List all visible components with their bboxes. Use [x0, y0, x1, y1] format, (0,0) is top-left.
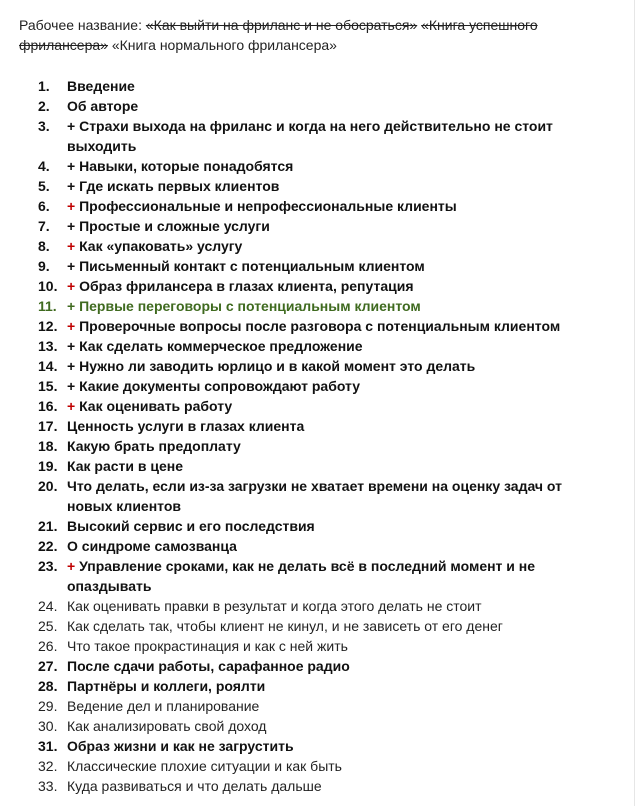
toc-item-number: 31. [38, 738, 58, 754]
toc-item [0, 196, 602, 216]
toc-item-number: 12. [38, 318, 58, 334]
toc-item-title: О синдроме самозванца [67, 538, 237, 554]
toc-item [0, 76, 602, 96]
toc-item [0, 536, 602, 556]
toc-item-title: Письменный контакт с потенциальным клиентом [75, 258, 425, 274]
toc-item [0, 96, 602, 116]
toc-item-number: 22. [38, 538, 58, 554]
toc-item-title: Управление сроками, как не делать всё в последний момент и не опаздывать [67, 558, 536, 594]
toc-item-number: 5. [38, 178, 50, 194]
toc-item-number: 14. [38, 358, 58, 374]
toc-item-number: 26. [38, 638, 58, 654]
toc-item-number: 28. [38, 678, 58, 694]
toc-item-number: 11. [38, 298, 57, 314]
toc-item-title: Нужно ли заводить юрлицо и в какой момент это делать [75, 358, 476, 374]
plus-mark: + [67, 198, 76, 214]
toc-item-number: 25. [38, 618, 58, 634]
toc-item-title: Какие документы сопровождают работу [75, 378, 361, 394]
plus-mark: + [67, 338, 76, 354]
toc-item-title: Как анализировать свой доход [67, 718, 267, 734]
toc-item-title: После сдачи работы, сарафанное радио [67, 658, 350, 674]
toc-item-title: Как расти в цене [67, 458, 184, 474]
toc-item-number: 24. [38, 598, 58, 614]
toc-item [0, 436, 602, 456]
plus-mark: + [67, 258, 76, 274]
toc-item-title: Как сделать коммерческое предложение [75, 338, 363, 354]
toc-item [0, 176, 602, 196]
struck-title-2: «Книга успешного фрилансера» [19, 17, 538, 53]
toc-item-title: Что такое прокрастинация и как с ней жить [67, 638, 348, 654]
toc-item-title: Проверочные вопросы после разговора с потенциальным клиентом [75, 318, 561, 334]
toc-item-number: 7. [38, 218, 50, 234]
toc-item-title: Простые и сложные услуги [75, 218, 270, 234]
plus-mark: + [67, 398, 76, 414]
toc-item [0, 456, 602, 476]
toc-item-title: Что делать, если из-за загрузки не хватает времени на оценку задач от новых клиентов [67, 478, 562, 514]
toc-item-number: 13. [38, 338, 58, 354]
toc-item [0, 336, 602, 356]
toc-item [0, 396, 602, 416]
toc-item-title: Ценность услуги в глазах клиента [67, 418, 305, 434]
toc-item-number: 19. [38, 458, 58, 474]
plus-mark: + [67, 158, 76, 174]
toc-item-number: 18. [38, 438, 58, 454]
toc-item-title: Как оценивать работу [75, 398, 233, 414]
toc-item [0, 516, 602, 536]
toc-item-title: Классические плохие ситуации и как быть [67, 758, 342, 774]
toc-item-title: Как сделать так, чтобы клиент не кинул, и не зависеть от его денег [67, 618, 503, 634]
toc-item-number: 2. [38, 98, 50, 114]
toc-item-title: Ведение дел и планирование [67, 698, 260, 714]
toc-item-number: 33. [38, 778, 58, 794]
toc-item-title: Как «упаковать» услугу [75, 238, 243, 254]
toc-item-number: 6. [38, 198, 50, 214]
current-title: «Книга нормального фрилансера» [107, 37, 337, 53]
toc-item [0, 376, 602, 396]
toc-item [0, 356, 602, 376]
toc-item-number: 29. [38, 698, 58, 714]
plus-mark: + [67, 178, 76, 194]
toc-item-number: 8. [38, 238, 50, 254]
toc-item-number: 30. [38, 718, 58, 734]
toc-item-number: 17. [38, 418, 58, 434]
toc-item [0, 756, 602, 776]
toc-item [0, 276, 602, 296]
toc-item [0, 296, 602, 316]
working-title-prefix: Рабочее название: [19, 17, 146, 33]
toc-item-title: Образ жизни и как не загрустить [67, 738, 294, 754]
plus-mark: + [67, 558, 76, 574]
toc-item-number: 3. [38, 118, 50, 134]
toc-item-title: Где искать первых клиентов [75, 178, 280, 194]
toc-item-number: 27. [38, 658, 58, 674]
toc-item-number: 32. [38, 758, 58, 774]
working-title [19, 15, 594, 55]
toc-item [0, 116, 602, 156]
toc-item [0, 216, 602, 236]
toc-item [0, 316, 602, 336]
toc-item-title: Куда развиваться и что делать дальше [67, 778, 322, 794]
toc-item-number: 15. [38, 378, 58, 394]
plus-mark: + [67, 318, 76, 334]
toc-item [0, 776, 602, 796]
toc-item-number: 23. [38, 558, 58, 574]
plus-mark: + [67, 298, 76, 314]
toc-item-title: Партнёры и коллеги, роялти [67, 678, 266, 694]
toc-item [0, 696, 602, 716]
toc-item-number: 21. [38, 518, 58, 534]
toc-item [0, 236, 602, 256]
toc-item-title: Об авторе [67, 98, 139, 114]
toc-item [0, 676, 602, 696]
plus-mark: + [67, 358, 76, 374]
toc-item-title: Образ фрилансера в глазах клиента, репутация [75, 278, 414, 294]
toc-item-title: Как оценивать правки в результат и когда этого делать не стоит [67, 598, 482, 614]
toc-item-title: Первые переговоры с потенциальным клиентом [75, 298, 421, 314]
toc-item-title: Введение [67, 78, 135, 94]
toc-item [0, 616, 602, 636]
toc-item [0, 256, 602, 276]
toc-item-number: 16. [38, 398, 58, 414]
toc-item-number: 9. [38, 258, 50, 274]
toc-item [0, 416, 602, 436]
toc-item [0, 476, 602, 516]
toc-item-title: Профессиональные и непрофессиональные клиенты [75, 198, 457, 214]
struck-title-1: «Как выйти на фриланс и не обосраться» [145, 17, 418, 33]
toc-item-number: 4. [38, 158, 50, 174]
toc-item [0, 556, 602, 596]
toc-item-number: 10. [38, 278, 58, 294]
plus-mark: + [67, 378, 76, 394]
toc-item-title: Страхи выхода на фриланс и когда на него действительно не стоит выходить [67, 118, 553, 154]
table-of-contents [0, 76, 635, 796]
toc-item-number: 1. [38, 78, 50, 94]
toc-item-title: Высокий сервис и его последствия [67, 518, 315, 534]
toc-item [0, 636, 602, 656]
toc-item [0, 736, 602, 756]
toc-item-title: Какую брать предоплату [67, 438, 241, 454]
toc-item [0, 156, 602, 176]
plus-mark: + [67, 218, 76, 234]
toc-item [0, 596, 602, 616]
plus-mark: + [67, 118, 76, 134]
toc-item-number: 20. [38, 478, 58, 494]
toc-item [0, 656, 602, 676]
plus-mark: + [67, 278, 76, 294]
toc-item-title: Навыки, которые понадобятся [75, 158, 294, 174]
toc-item [0, 716, 602, 736]
plus-mark: + [67, 238, 76, 254]
